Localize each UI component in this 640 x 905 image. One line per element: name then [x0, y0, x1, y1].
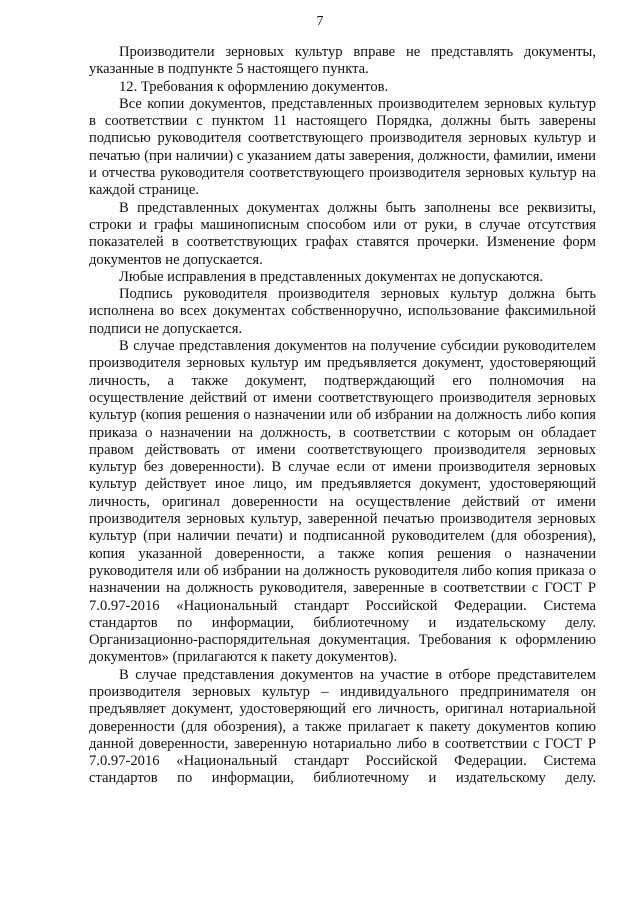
paragraph-section-12-heading: 12. Требования к оформлению документов.	[119, 78, 389, 95]
paragraph-representative-documents: В случае представления документов на получение субсидии руководителем производителя зерновых культур им предъявляется документ, удостоверяющий личность, а также документ, подтверждающий его полномочия на осуществление действий от имени соответствующего производителя зерновых культур (копия решения о назначении или об избрании на должность либо копия приказа о назначении на должность, в соответствии с которым он обладает правом действовать от имени соответствующего производителя зерновых культур без доверенности). В случае если от имени производителя зерновых культур действует иное лицо, им предъявляется документ, удостоверяющий личность, оригинал доверенности на осуществление действий от имени производителя зерновых культур, заверенной печатью производителя зерновых культур (при наличии печати) и подписанной руководителем (для обозрения), копия указанной доверенности, а также копия решения о назначении руководителя или об избрании на должность руководителя либо копия приказа о назначении на должность руководителя, заверенные в соответствии с ГОСТ Р 7.0.97-2016 «Национальный стандарт Российской Федерации. Система стандартов по информации, библиотечному и издательскому делу. Организационно-распорядительная документация. Требования к оформлению документов» (прилагаются к пакету документов).	[89, 338, 596, 666]
paragraph-grain-producers-not-required: Производители зерновых культур вправе не представлять документы, указанные в подпункте 5 настоящего пункта.	[89, 44, 596, 78]
document-body	[89, 44, 596, 788]
paragraph-no-corrections: Любые исправления в представленных документах не допускаются.	[119, 268, 544, 285]
paragraph-individual-entrepreneur-representative: В случае представления документов на участие в отборе представителем производителя зерновых культур – индивидуального предпринимателя он предъявляет документ, удостоверяющий его личность, оригинал нотариальной доверенности (для обозрения), а также прилагает к пакету документов копию данной доверенности, заверенную нотариально либо в соответствии с ГОСТ Р 7.0.97-2016 «Национальный стандарт Российской Федерации. Система стандартов по информации, библиотечному и издательскому делу.	[89, 666, 596, 787]
paragraph-copies-certification: Все копии документов, представленных производителем зерновых культур в соответствии с пунктом 11 настоящего Порядка, должны быть заверены подписью руководителя соответствующего производителя зерновых культур и печатью (при наличии) с указанием даты заверения, должности, фамилии, имени и отчества руководителя соответствующего производителя зерновых культур на каждой странице.	[89, 95, 596, 199]
paragraph-signature-requirement: Подпись руководителя производителя зерновых культур должна быть исполнена во всех документах собственноручно, использование факсимильной подписи не допускается.	[89, 286, 596, 337]
paragraph-required-fields: В представленных документах должны быть заполнены все реквизиты, строки и графы машинописным способом или от руки, в случае отсутствия показателей в соответствующих графах ставятся прочерки. Изменение форм документов не допускается.	[89, 199, 596, 268]
page-number: 7	[316, 14, 324, 29]
